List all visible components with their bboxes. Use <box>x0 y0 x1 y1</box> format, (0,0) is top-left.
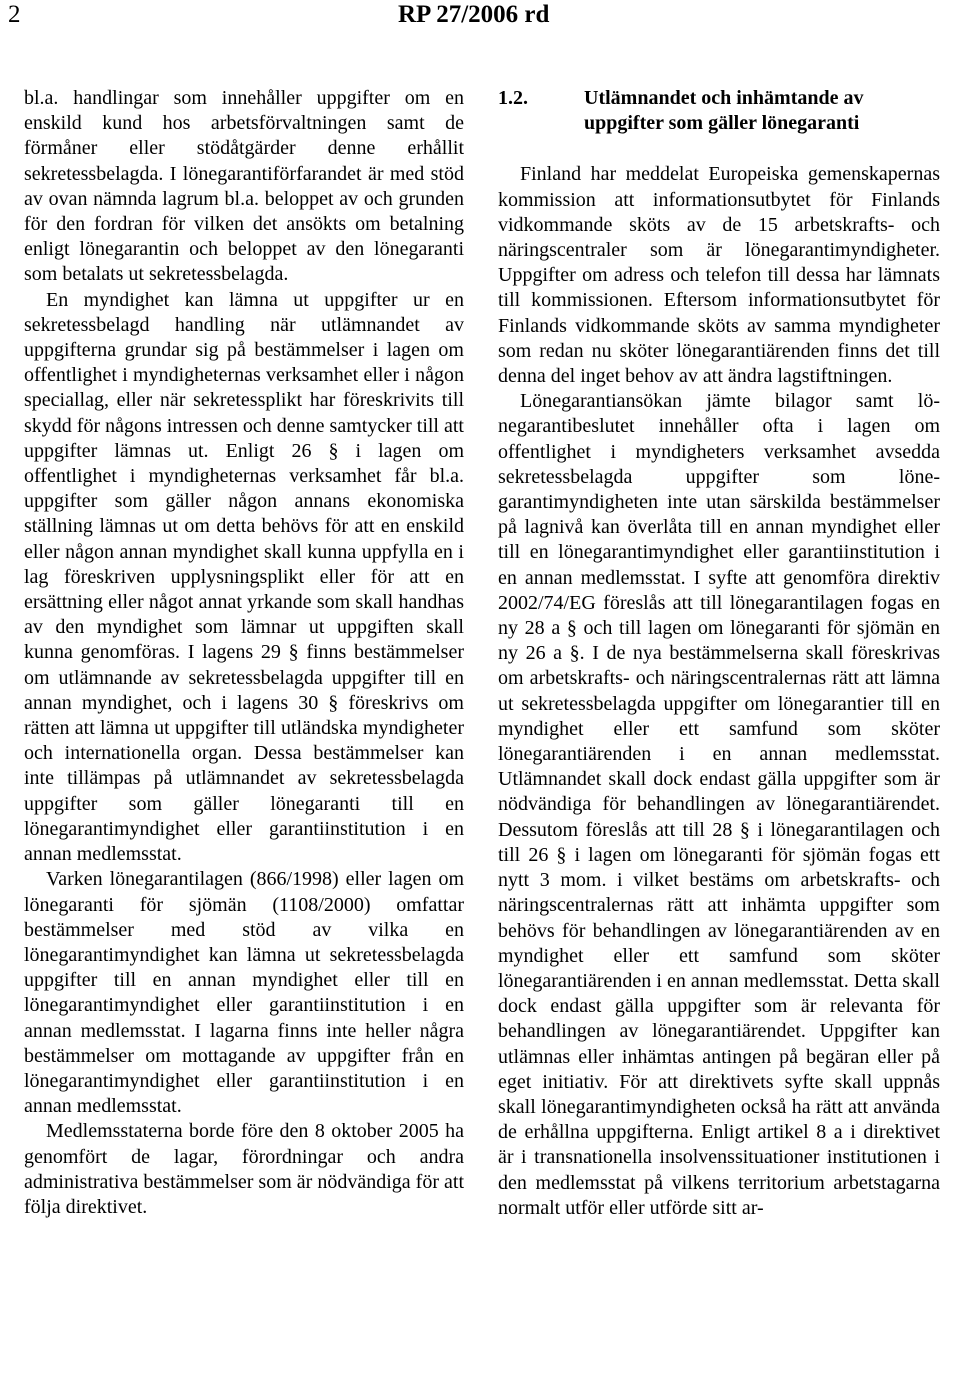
paragraph: Medlemsstaterna borde före den 8 oktober 2005 ha genomfört de lagar, förordningar och andra administrativa bestämmelser som är nödvändiga för att följa direktivet. <box>24 1120 464 1218</box>
paragraph: Varken lönegarantilagen (866/1998) eller lagen om lönegaranti för sjömän (1108/2000) omfattar bestämmelser med stöd av vilka en lönegarantimyndighet kan lämna ut sekretessbelagda uppgifter till en annan myndighet eller till en lönegarantimyndighet eller garantiinstitution i en annan medlemsstat. I lagarna finns inte heller några bestämmelser om mottagande av uppgifter från en lönegarantimyndighet eller garantiinstitution i en annan medlemsstat. <box>24 868 464 1118</box>
paragraph: bl.a. handlingar som innehåller uppgifter om en enskild kund hos arbetsförvaltningen samt de förmåner eller stödåtgärder denne erhållit sekretessbelagda. I lönegarantiförfarandet är med stöd av ovan nämnda lagrum bl.a. beloppet av och grunden för den fordran för vilken det ansökts om betalning enligt lönegarantin och beloppet av den lönegaranti som betalats ut sekretessbelagda. <box>24 87 464 286</box>
right-column <box>498 86 940 1221</box>
paragraph: En myndighet kan lämna ut uppgifter ur en sekretessbelagd handling när utlämnandet av uppgifterna grundar sig på bestämmelser i lagen om offentlighet i myndigheternas verksamhet eller i någon speciallag, eller när sekretessplikt har föreskrivits till skydd för någons intressen och denne samtycker till att uppgifter lämnas ut. Enligt 26 § i lagen om offentlighet i myndigheternas verksamhet får bl.a. uppgifter som gäller någon annans ekonomiska ställning lämnas ut om detta behövs för att en enskild eller någon annan myndighet skall kunna uppfylla en i lag föreskriven upplysningsplikt eller för att en ersättning eller något annat yrkande som skall handhas av den myndighet som lämnar ut uppgiften skall kunna genomföras. I lagens 29 § finns bestämmelser om utlämnande av sekretessbelagda uppgifter till en annan myndighet, och i lagens 30 § föreskrivs om rätten att lämna ut uppgifter till utländska myndigheter och internationella organ. Dessa bestämmelser kan inte tillämpas på utlämnandet av sekretessbelagda uppgifter som gäller lönegaranti till en lönegarantimyndighet eller garantiinstitution i en annan medlemsstat. <box>24 288 464 866</box>
section-title: Utlämnandet och inhämtande av uppgifter som gäller lönegaranti <box>584 87 864 135</box>
left-column <box>24 86 464 1220</box>
running-head: RP 27/2006 rd <box>398 1 550 28</box>
paragraph: Lönegarantiansökan jämte bilagor samt lönegarantibeslutet innehåller ofta i lagen om offentlighet i myndigheters verksamhet avsedda sekretessbelagda uppgifter som lönegarantimyndigheten inte utan särskilda bestämmelser på lagnivå kan överlåta till en annan myndighet eller till en lönegarantimyndighet eller garantiinstitution i en annan medlemsstat. I syfte att genomföra direktiv 2002/74/EG föreslås att till lönegarantilagen fogas en ny 28 a § och till lagen om lönegaranti för sjömän en ny 26 a §. I de nya bestämmelserna skall föreskrivas om arbetskrafts- och näringscentralernas rätt att lämna ut sekretessbelagda uppgifter om lönegarantier till en myndighet eller ett samfund som sköter lönegarantiärenden i en annan medlemsstat. Utlämnandet skall dock endast gälla uppgifter som är nödvändiga för behandlingen av lönegarantiärendet. Dessutom föreslås att till 28 § i lönegarantilagen och till 26 § i lagen om lönegaranti för sjömän fogas ett nytt 3 mom. i vilket bestäms om arbetskrafts- och näringscentralernas rätt att inhämta uppgifter som behövs för behandlingen av lönegarantiärenden av en myndighet eller ett samfund som sköter lönegarantiärenden i en annan medlemsstat. Detta skall dock endast gälla uppgifter som är relevanta för behandlingen av lönegarantiärendet. Uppgifter kan utlämnas eller inhämtas antingen på begäran eller på eget initiativ. För att direktivets syfte skall uppnås skall lönegarantimyndigheten också ha rätt att använda de erhållna uppgifterna. Enligt artikel 8 a i direktivet är i transnationella insolvenssituationer institutionen i den medlemsstat på vilkens territorium arbetstagarna normalt utför eller utförde sitt ar- <box>498 390 940 1219</box>
paragraph: Finland har meddelat Europeiska gemenskapernas kommission att informationsutbytet för Finlands vidkommande sköts av de 15 arbetskrafts- och näringscentraler som är lönegarantimyndigheter. Uppgifter om adress och telefon till dessa har lämnats till kommissionen. Eftersom informationsutbytet för Finlands vidkommande sköts av samma myndigheter som redan nu sköter lönegarantiärenden finns det till denna del inget behov av att ändra lagstiftningen. <box>498 163 940 388</box>
section-heading <box>498 86 940 136</box>
page-number: 2 <box>8 1 21 28</box>
section-number: 1.2. <box>498 87 528 109</box>
page-header <box>0 0 960 34</box>
